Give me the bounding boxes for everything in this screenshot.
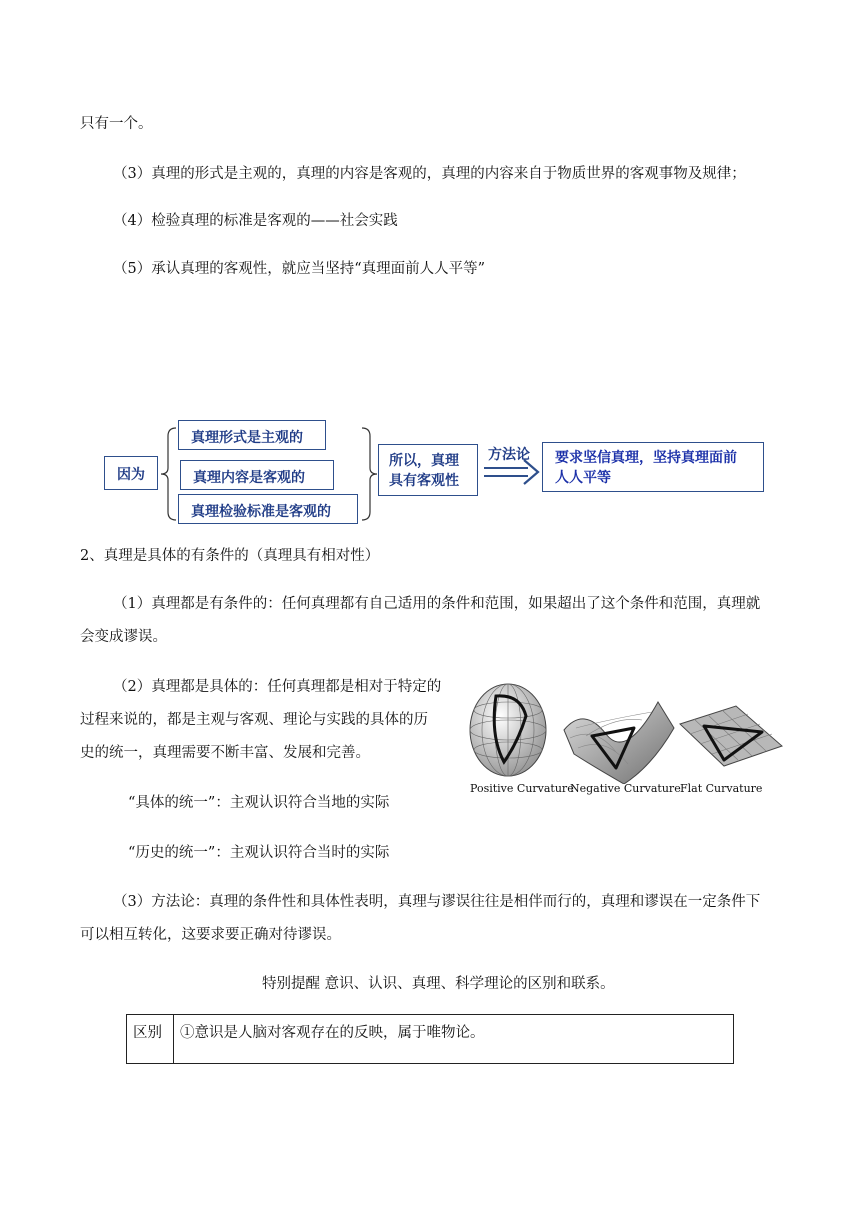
- section-2-p1-line2: 会变成谬误。: [80, 629, 167, 645]
- table-row-header: 区别: [127, 1015, 174, 1064]
- section-2-p3-line1: （3）方法论：真理的条件性和具体性表明，真理与谬误往往是相伴而行的，真理和谬误在一定条件下: [113, 894, 761, 910]
- method-label: 方法论: [488, 447, 530, 463]
- reason-box-form: [178, 420, 326, 450]
- reason-label: 真理内容是客观的: [193, 470, 305, 486]
- curvature-illustration: [466, 676, 784, 784]
- section-2-p2-line2: 过程来说的，都是主观与客观、理论与实践的具体的历: [80, 712, 428, 728]
- paragraph-4: （4）检验真理的标准是客观的——社会实践: [113, 213, 398, 229]
- table-row: [127, 1015, 734, 1064]
- section-2-p1-line1: （1）真理都是有条件的：任何真理都有自己适用的条件和范围，如果超出了这个条件和范围，真理就: [113, 596, 761, 612]
- because-box: [104, 456, 158, 490]
- result-line: 人人平等: [555, 470, 611, 486]
- special-reminder: 特别提醒 意识、认识、真理、科学理论的区别和联系。: [262, 976, 615, 992]
- comparison-table: [126, 1014, 734, 1064]
- conclusion-box: [378, 444, 478, 496]
- reason-label: 真理检验标准是客观的: [191, 504, 331, 520]
- paragraph-5: （5）承认真理的客观性，就应当坚持“真理面前人人平等”: [113, 261, 486, 277]
- flat-plane-icon: [680, 706, 782, 766]
- quote-historical-unity: “历史的统一”：主观认识符合当时的实际: [128, 845, 390, 861]
- section-2-p2-line1: （2）真理都是具体的：任何真理都是相对于特定的: [113, 679, 442, 695]
- sphere-icon: [470, 684, 546, 776]
- conclusion-line: 具有客观性: [389, 473, 459, 489]
- curvature-figure: [466, 676, 784, 806]
- flat-curvature-label: Flat Curvature: [680, 782, 763, 795]
- result-line: 要求坚信真理，坚持真理面前: [555, 450, 737, 466]
- reason-label: 真理形式是主观的: [191, 430, 303, 446]
- section-2-p3-line2: 可以相互转化，这要求要正确对待谬误。: [80, 927, 341, 943]
- because-label: 因为: [117, 467, 145, 483]
- negative-curvature-label: Negative Curvature: [570, 782, 681, 795]
- section-2-p2-line3: 史的统一，真理需要不断丰富、发展和完善。: [80, 745, 370, 761]
- table-cell: ①意识是人脑对客观存在的反映，属于唯物论。: [174, 1015, 734, 1064]
- paragraph-continuation: 只有一个。: [80, 116, 153, 132]
- reason-box-standard: [178, 494, 358, 524]
- conclusion-line: 所以，真理: [389, 453, 459, 469]
- paragraph-3: （3）真理的形式是主观的，真理的内容是客观的，真理的内容来自于物质世界的客观事物及规律；: [113, 166, 746, 182]
- result-box: [542, 442, 764, 492]
- section-2-heading: 2、真理是具体的有条件的（真理具有相对性）: [80, 548, 380, 564]
- reason-box-content: [180, 460, 334, 490]
- positive-curvature-label: Positive Curvature: [470, 782, 574, 795]
- quote-concrete-unity: “具体的统一”：主观认识符合当地的实际: [128, 795, 390, 811]
- saddle-icon: [564, 702, 674, 784]
